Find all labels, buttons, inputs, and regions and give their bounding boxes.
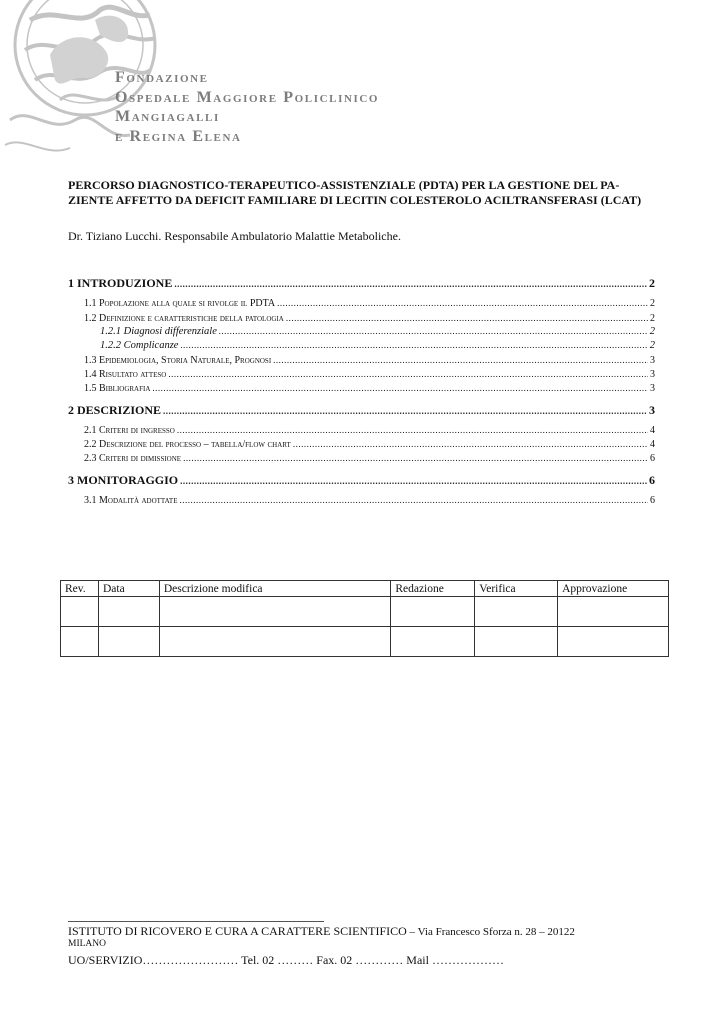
- toc-entry-page: 4: [650, 439, 655, 450]
- footer-contacts: UO/SERVIZIO…………………… Tel. 02 ……… Fax. 02 ………… Mail ………………: [68, 953, 504, 967]
- toc-entry-page: 2: [650, 298, 655, 309]
- toc-entry[interactable]: [68, 494, 655, 507]
- table-cell: [475, 627, 558, 657]
- toc-entry-label: 1.3 Epidemiologia, Storia Naturale, Prognosi: [84, 355, 272, 366]
- foundation-name: [115, 68, 379, 146]
- toc-leader-dots: [152, 382, 648, 395]
- toc-entry-label: 3.1 Modalità adottate: [84, 495, 178, 506]
- table-cell: [558, 597, 669, 627]
- toc-entry-page: 3: [649, 403, 655, 417]
- foundation-name-line: Ospedale Maggiore Policlinico: [115, 88, 380, 106]
- logo: [0, 0, 380, 170]
- toc-entry[interactable]: [68, 403, 655, 418]
- table-row: [61, 627, 669, 657]
- toc-entry[interactable]: [68, 473, 655, 488]
- toc-entry-label: 1.2.1 Diagnosi differenziale: [100, 326, 217, 337]
- toc-entry[interactable]: [68, 452, 655, 465]
- table-cell: [98, 597, 159, 627]
- toc-entry-page: 3: [650, 383, 655, 394]
- toc-leader-dots: [179, 494, 648, 507]
- toc-entry-label: 1.1 Popolazione alla quale si rivolge il PDTA: [84, 298, 276, 309]
- footer-divider: [68, 921, 324, 922]
- toc-entry-page: 6: [650, 495, 655, 506]
- toc-entry-page: 2: [649, 276, 655, 290]
- revision-table-header: [61, 581, 669, 597]
- toc-entry-page: 2: [649, 326, 655, 337]
- header-redazione: Redazione: [391, 581, 475, 597]
- toc-leader-dots: [277, 297, 648, 310]
- toc-leader-dots: [183, 452, 648, 465]
- table-cell: [98, 627, 159, 657]
- toc-entry-label: 1.2.2 Complicanze: [100, 340, 179, 351]
- toc-entry[interactable]: [68, 325, 655, 338]
- toc-entry[interactable]: [68, 354, 655, 367]
- toc-entry-page: 6: [649, 473, 655, 487]
- toc-entry-page: 3: [650, 369, 655, 380]
- toc-entry-page: 2: [650, 313, 655, 324]
- table-cell: [391, 627, 475, 657]
- footer-institute-line: [68, 924, 658, 940]
- toc-entry-label: 2 DESCRIZIONE: [68, 403, 162, 417]
- toc-leader-dots: [180, 474, 647, 488]
- toc-entry-label: 2.2 Descrizione del processo – tabella/flow chart: [84, 439, 291, 450]
- foundation-name-line: e Regina Elena: [115, 127, 242, 145]
- header-data: Data: [98, 581, 159, 597]
- toc-entry-page: 3: [650, 355, 655, 366]
- toc-leader-dots: [286, 312, 648, 325]
- toc-entry[interactable]: [68, 276, 655, 291]
- toc-entry[interactable]: [68, 339, 655, 352]
- header-descrizione: Descrizione modifica: [159, 581, 390, 597]
- toc-entry-label: 2.3 Criteri di dimissione: [84, 453, 182, 464]
- revision-table: [60, 580, 669, 657]
- header-approvazione: Approvazione: [558, 581, 669, 597]
- table-cell: [475, 597, 558, 627]
- toc-leader-dots: [180, 339, 647, 352]
- toc-entry-page: 2: [649, 340, 655, 351]
- header-rev: Rev.: [61, 581, 99, 597]
- table-cell: [159, 597, 390, 627]
- foundation-name-line: Fondazione: [115, 69, 209, 86]
- toc-leader-dots: [168, 368, 648, 381]
- toc-entry-label: 2.1 Criteri di ingresso: [84, 425, 175, 436]
- toc-leader-dots: [163, 404, 647, 418]
- footer-city: MILANO: [68, 939, 106, 949]
- toc-entry-page: 4: [650, 425, 655, 436]
- toc-entry-label: 1.4 Risultato atteso: [84, 369, 167, 380]
- table-cell: [61, 597, 99, 627]
- toc-entry[interactable]: [68, 382, 655, 395]
- toc-entry-page: 6: [650, 453, 655, 464]
- toc-leader-dots: [293, 438, 648, 451]
- toc-entry[interactable]: [68, 424, 655, 437]
- toc-entry[interactable]: [68, 297, 655, 310]
- toc-entry[interactable]: [68, 438, 655, 451]
- toc-entry-label: 1.2 Definizione e caratteristiche della patologia: [84, 313, 284, 324]
- foundation-name-line: Mangiagalli: [115, 108, 220, 125]
- toc-leader-dots: [177, 424, 648, 437]
- document-title: PERCORSO DIAGNOSTICO-TERAPEUTICO-ASSISTENZIALE (PDTA) PER LA GESTIONE DEL PA-ZIENTE AFFETTO DA DEFICIT FAMILIARE DI LECITIN COLESTEROLO ACILTRANSFERASI (LCAT): [68, 178, 642, 207]
- table-cell: [391, 597, 475, 627]
- footer-address: – Via Francesco Sforza n. 28 – 20122: [406, 926, 575, 938]
- toc-leader-dots: [219, 325, 648, 338]
- table-cell: [61, 627, 99, 657]
- table-row: [61, 597, 669, 627]
- toc-entry[interactable]: [68, 368, 655, 381]
- toc-entry[interactable]: [68, 312, 655, 325]
- toc-entry-label: 1.5 Bibliografia: [84, 383, 151, 394]
- table-cell: [558, 627, 669, 657]
- footer-institute: ISTITUTO DI RICOVERO E CURA A CARATTERE SCIENTIFICO: [68, 924, 407, 938]
- header-verifica: Verifica: [475, 581, 558, 597]
- toc-entry-label: 1 INTRODUZIONE: [68, 276, 173, 290]
- document-author: Dr. Tiziano Lucchi. Responsabile Ambulatorio Malattie Metaboliche.: [68, 229, 401, 243]
- toc-leader-dots: [273, 354, 648, 367]
- toc-entry-label: 3 MONITORAGGIO: [68, 473, 179, 487]
- table-cell: [159, 627, 390, 657]
- toc-leader-dots: [174, 277, 647, 291]
